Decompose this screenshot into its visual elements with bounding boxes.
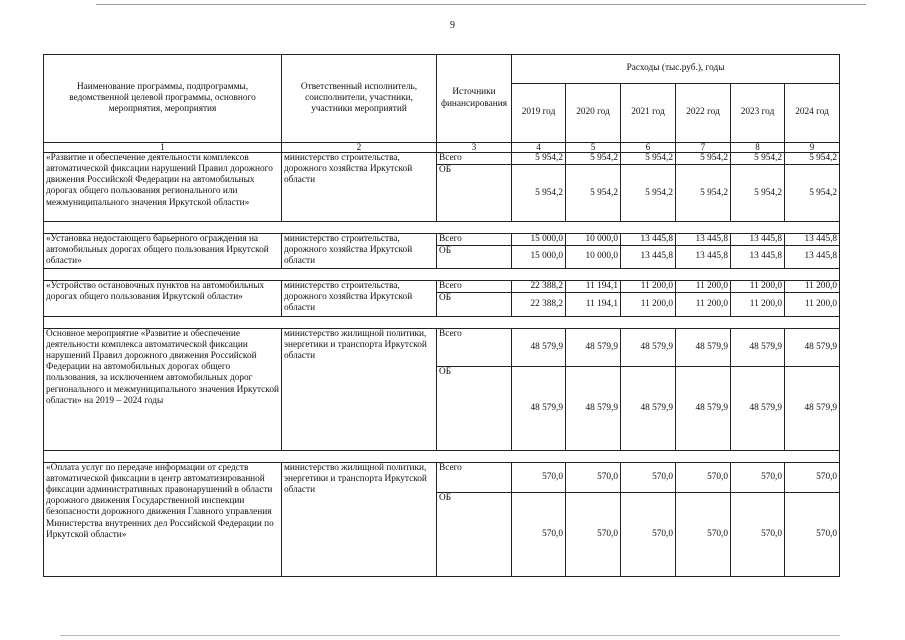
header-year: 2019 год xyxy=(512,84,566,143)
source-total: Всего xyxy=(437,462,512,492)
value-total: 5 954,2 xyxy=(676,153,731,165)
value-ob: 570,0 xyxy=(566,492,621,576)
column-number: 7 xyxy=(676,143,731,153)
source-total: Всего xyxy=(437,328,512,366)
column-number: 9 xyxy=(785,143,840,153)
value-total: 48 579,9 xyxy=(731,328,785,366)
value-total: 13 445,8 xyxy=(621,234,676,246)
value-total: 11 200,0 xyxy=(785,280,840,292)
value-ob: 5 954,2 xyxy=(676,165,731,222)
source-ob: ОБ xyxy=(437,492,512,576)
value-ob: 570,0 xyxy=(621,492,676,576)
column-number: 8 xyxy=(731,143,785,153)
value-ob: 11 200,0 xyxy=(731,292,785,316)
executor: министерство жилищной политики, энергетики и транспорта Иркутской области xyxy=(282,328,437,450)
column-number: 5 xyxy=(566,143,621,153)
executor: министерство строительства, дорожного хозяйства Иркутской области xyxy=(282,280,437,316)
activity-name: «Установка недостающего барьерного ограждения на автомобильных дорогах общего пользования Иркутской области» xyxy=(44,234,282,268)
value-ob: 570,0 xyxy=(512,492,566,576)
row-gap xyxy=(44,222,840,234)
source-ob: ОБ xyxy=(437,292,512,316)
value-ob: 10 000,0 xyxy=(566,246,621,268)
value-ob: 570,0 xyxy=(785,492,840,576)
budget-table xyxy=(43,54,840,577)
header-source: Источники финансирования xyxy=(437,55,512,143)
value-ob: 570,0 xyxy=(676,492,731,576)
value-ob: 48 579,9 xyxy=(621,366,676,450)
value-ob: 15 000,0 xyxy=(512,246,566,268)
table-row xyxy=(44,280,840,292)
header-expenses: Расходы (тыс.руб.), годы xyxy=(512,55,840,84)
executor: министерство строительства, дорожного хозяйства Иркутской области xyxy=(282,153,437,222)
value-total: 10 000,0 xyxy=(566,234,621,246)
value-total: 11 200,0 xyxy=(676,280,731,292)
value-ob: 11 200,0 xyxy=(785,292,840,316)
value-total: 11 200,0 xyxy=(621,280,676,292)
header-year: 2021 год xyxy=(621,84,676,143)
source-total: Всего xyxy=(437,234,512,246)
source-ob: ОБ xyxy=(437,165,512,222)
value-total: 570,0 xyxy=(731,462,785,492)
value-total: 48 579,9 xyxy=(566,328,621,366)
value-total: 48 579,9 xyxy=(785,328,840,366)
value-ob: 48 579,9 xyxy=(731,366,785,450)
value-ob: 48 579,9 xyxy=(566,366,621,450)
source-ob: ОБ xyxy=(437,246,512,268)
value-total: 570,0 xyxy=(621,462,676,492)
value-total: 48 579,9 xyxy=(621,328,676,366)
header-year: 2020 год xyxy=(566,84,621,143)
value-total: 13 445,8 xyxy=(676,234,731,246)
value-ob: 13 445,8 xyxy=(621,246,676,268)
row-gap xyxy=(44,316,840,328)
value-total: 570,0 xyxy=(676,462,731,492)
value-total: 11 194,1 xyxy=(566,280,621,292)
value-ob: 48 579,9 xyxy=(512,366,566,450)
value-total: 570,0 xyxy=(785,462,840,492)
value-ob: 5 954,2 xyxy=(566,165,621,222)
source-total: Всего xyxy=(437,280,512,292)
value-ob: 48 579,9 xyxy=(785,366,840,450)
header-name: Наименование программы, подпрограммы, ведомственной целевой программы, основного мероприятия, мероприятия xyxy=(44,55,282,143)
header-year: 2023 год xyxy=(731,84,785,143)
value-ob: 13 445,8 xyxy=(785,246,840,268)
activity-name: Основное мероприятие «Развитие и обеспечение деятельности комплекса автоматической фиксации нарушений Правил дорожного движения Российской Федерации на автомобильных дорогах общего пользования, за исключением автомобильных дорог регионального и межмуниципального значения Иркутской области» на 2019 – 2024 годы xyxy=(44,328,282,450)
activity-name: «Развитие и обеспечение деятельности комплексов автоматической фиксации нарушений Правил дорожного движения Российской Федерации на автомобильных дорогах общего пользования регионального или межмуниципального значения Иркутской области» xyxy=(44,153,282,222)
value-total: 13 445,8 xyxy=(785,234,840,246)
value-total: 22 388,2 xyxy=(512,280,566,292)
value-ob: 48 579,9 xyxy=(676,366,731,450)
value-ob: 5 954,2 xyxy=(621,165,676,222)
table-row xyxy=(44,153,840,165)
value-ob: 13 445,8 xyxy=(731,246,785,268)
column-number: 6 xyxy=(621,143,676,153)
page-top-edge xyxy=(96,4,866,5)
source-total: Всего xyxy=(437,153,512,165)
value-ob: 11 200,0 xyxy=(621,292,676,316)
value-total: 48 579,9 xyxy=(512,328,566,366)
page-bottom-edge xyxy=(60,635,840,636)
value-total: 48 579,9 xyxy=(676,328,731,366)
value-ob: 5 954,2 xyxy=(785,165,840,222)
value-ob: 5 954,2 xyxy=(731,165,785,222)
header-year: 2024 год xyxy=(785,84,840,143)
row-gap xyxy=(44,450,840,462)
value-total: 15 000,0 xyxy=(512,234,566,246)
value-total: 5 954,2 xyxy=(731,153,785,165)
value-total: 570,0 xyxy=(512,462,566,492)
executor: министерство строительства, дорожного хозяйства Иркутской области xyxy=(282,234,437,268)
column-number: 1 xyxy=(44,143,282,153)
header-year: 2022 год xyxy=(676,84,731,143)
table-row xyxy=(44,462,840,492)
value-ob: 570,0 xyxy=(731,492,785,576)
table-row xyxy=(44,328,840,366)
activity-name: «Устройство остановочных пунктов на автомобильных дорогах общего пользования Иркутской области» xyxy=(44,280,282,316)
value-total: 5 954,2 xyxy=(512,153,566,165)
value-total: 570,0 xyxy=(566,462,621,492)
header-executor: Ответственный исполнитель, соисполнители, участники, участники мероприятий xyxy=(282,55,437,143)
value-ob: 22 388,2 xyxy=(512,292,566,316)
value-total: 11 200,0 xyxy=(731,280,785,292)
value-total: 5 954,2 xyxy=(785,153,840,165)
column-number: 2 xyxy=(282,143,437,153)
activity-name: «Оплата услуг по передаче информации от средств автоматической фиксации в центр автоматизированной фиксации административных правонарушений в области дорожного движения Государственной инспекции безопасности дорожного движения Главного управления Министерства внутренних дел Российской Федерации по Иркутской области» xyxy=(44,462,282,576)
executor: министерство жилищной политики, энергетики и транспорта Иркутской области xyxy=(282,462,437,576)
value-ob: 11 200,0 xyxy=(676,292,731,316)
value-total: 13 445,8 xyxy=(731,234,785,246)
table-row xyxy=(44,234,840,246)
row-gap xyxy=(44,268,840,280)
value-ob: 5 954,2 xyxy=(512,165,566,222)
value-ob: 13 445,8 xyxy=(676,246,731,268)
column-number: 4 xyxy=(512,143,566,153)
value-total: 5 954,2 xyxy=(621,153,676,165)
value-ob: 11 194,1 xyxy=(566,292,621,316)
page-number: 9 xyxy=(450,20,455,31)
source-ob: ОБ xyxy=(437,366,512,450)
value-total: 5 954,2 xyxy=(566,153,621,165)
column-number: 3 xyxy=(437,143,512,153)
